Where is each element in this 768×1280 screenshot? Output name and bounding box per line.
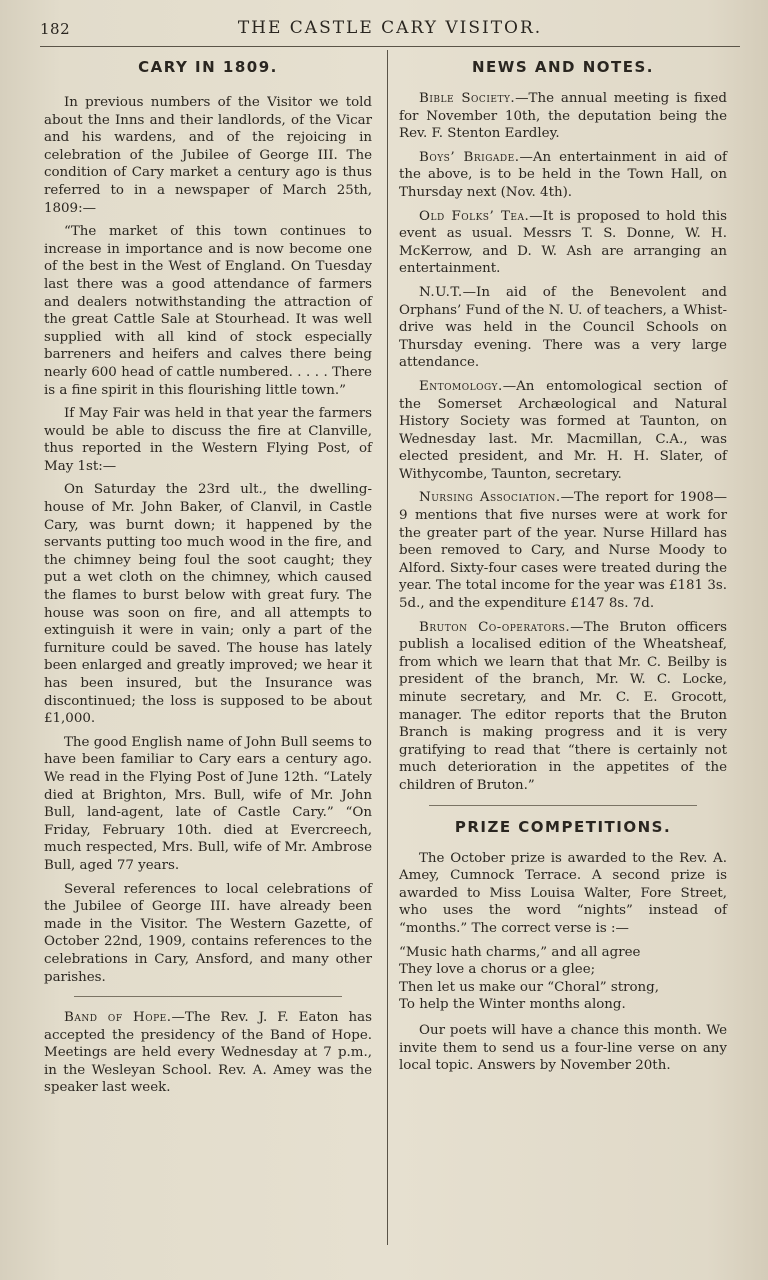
news-item (399, 378, 727, 484)
news-item-text: —The report for 1908—9 mentions that five nurses were at work for the greater part of the year. Nurse Hillard has been removed to Cary, and Nurse Moody to Alford. Sixty-four cases were treated during the year. The total income for the year was £181 3s. 5d., and the expenditure £147 8s. 7d. (399, 490, 727, 612)
verse-line: They love a chorus or a glee; (399, 962, 596, 978)
news-item (399, 489, 727, 612)
band-of-hope-note (44, 1009, 372, 1097)
prize-paragraph: Our poets will have a chance this month. We invite them to send us a four-line verse on any local topic. Answers by November 20th. (399, 1022, 727, 1074)
right-column (399, 58, 727, 1081)
news-item (399, 284, 727, 372)
news-item-text: —In aid of the Benevolent and Orphans’ Fund of the N. U. of teachers, a Whist-drive was held in the Council Schools on Thursday evening. There was a very large attendance. (399, 284, 727, 371)
prize-competitions-title: PRIZE COMPETITIONS. (454, 817, 672, 836)
running-title: THE CASTLE CARY VISITOR. (237, 18, 543, 38)
news-item-heading: Bruton Co-operators. (419, 619, 571, 635)
news-item-text: —The annual meeting is fixed for November 10th, the deputation being the Rev. F. Stenton Eardley. (399, 91, 728, 142)
news-item (399, 149, 727, 202)
left-column (44, 58, 372, 1103)
news-item (399, 208, 727, 278)
news-item (399, 619, 727, 795)
verse-line: “Music hath charms,” and all agree (399, 944, 641, 960)
news-item-text: —An entertainment in aid of the above, is to be held in the Town Hall, on Thursday next (Nov. 4th). (399, 149, 727, 200)
news-item-heading: N.U.T. (419, 284, 463, 300)
news-and-notes-title: NEWS AND NOTES. (472, 58, 654, 76)
section-separator (74, 996, 342, 997)
paragraph: The good English name of John Bull seems to have been familiar to Cary ears a century ago. We read in the Flying Post of June 12th. “Lately died at Brighton, Mrs. Bull, wife of Mr. John Bull, land-agent, late of Castle Cary.” “On Friday, February 10th. died at Evercreech, much respected, Mrs. Bull, wife of Mr. Ambrose Bull, aged 77 years. (44, 734, 372, 873)
paragraph: In previous numbers of the Visitor we told about the Inns and their landlords, of the Vicar and his wardens, and of the rejoicing in celebration of the Jubilee of George III. The condition of Cary market a century ago is thus referred to in a newspaper of March 25th, 1809:— (44, 95, 372, 216)
verse-line: Then let us make our “Choral” strong, (399, 979, 659, 995)
paragraph: Several references to local celebrations of the Jubilee of George III. have already been made in the Visitor. The Western Gazette, of October 22nd, 1909, contains references to the celebrations in Cary, Ansford, and many other parishes. (44, 881, 372, 985)
article-title-cary-1809: CARY IN 1809. (138, 58, 278, 76)
page-number: 182 (40, 20, 71, 38)
prize-paragraph: The October prize is awarded to the Rev. A. Amey, Cumnock Terrace. A second prize is awarded to Miss Louisa Walter, Fore Street, who uses the word “nights” instead of “months.” The correct verse is :— (399, 850, 727, 936)
quoted-paragraph: “The market of this town continues to increase in importance and is now become one of the best in the West of England. On Tuesday last there was a good attendance of farmers and dealers notwithstanding the attraction of the great Cattle Sale at Stourhead. It was well supplied with all kind of stock especially barreners and heifers and calves there being nearly 600 head of cattle numbered. . . . . There is a fine spirit in this flourishing little town.” (44, 224, 372, 398)
verse (399, 944, 727, 1014)
page-header (40, 16, 740, 44)
paragraph: On Saturday the 23rd ult., the dwelling-house of Mr. John Baker, of Clanvil, in Castle Cary, was burnt down; it happened by the servants putting too much wood in the fire, and the chimney being foul the soot caught; they put a wet cloth on the chimney, which caused the flames to burst below with great fury. The house was soon on fire, and all attempts to extinguish it were in vain; only a part of the furniture could be saved. The house has lately been enlarged and greatly improved; we hear it has been insured, but the Insurance was discontinued; the loss is supposed to be about £1,000. (44, 482, 372, 727)
news-item-heading: Entomology. (419, 378, 503, 394)
news-item-heading: Nursing Association. (419, 490, 561, 506)
news-item-heading: Old Folks’ Tea. (419, 208, 530, 224)
news-item-text: —It is proposed to hold this event as usual. Messrs T. S. Donne, W. H. McKerrow, and D. W. Ash are arranging an entertainment. (399, 208, 727, 277)
paragraph: If May Fair was held in that year the farmers would be able to discuss the fire at Clanville, thus reported in the Western Flying Post, of May 1st:— (44, 406, 372, 474)
verse-line: To help the Winter months along. (399, 997, 626, 1013)
news-item-text: —An entomological section of the Somerset Archæological and Natural History Society was formed at Taunton, on Wednesday last. Mr. Macmillan, C.A., was elected president, and Mr. H. H. Slater, of Withycombe, Taunton, secretary. (399, 378, 727, 482)
column-divider (387, 50, 388, 1245)
news-item-heading: Boys’ Brigade. (419, 149, 520, 165)
header-rule (40, 46, 740, 47)
note-text: —The Rev. J. F. Eaton has accepted the presidency of the Band of Hope. Meetings are held every Wednesday at 7 p.m., in the Wesleyan School. Rev. A. Amey was the speaker last week. (44, 1010, 372, 1096)
news-item-text: —The Bruton officers publish a localised edition of the Wheatsheaf, from which we learn that that Mr. C. Beilby is president of the branch, Mr. W. C. Locke, minute secretary, and Mr. C. E. Grocott, manager. The editor reports that the Bruton Branch is making progress and it is very gratifying to read that “there is certainly not much deterioration in the appetites of the children of Bruton.” (399, 619, 728, 793)
note-heading: Band of Hope. (64, 1010, 172, 1026)
section-separator (429, 805, 697, 806)
news-item (399, 90, 727, 143)
news-item-heading: Bible Society. (419, 91, 516, 106)
